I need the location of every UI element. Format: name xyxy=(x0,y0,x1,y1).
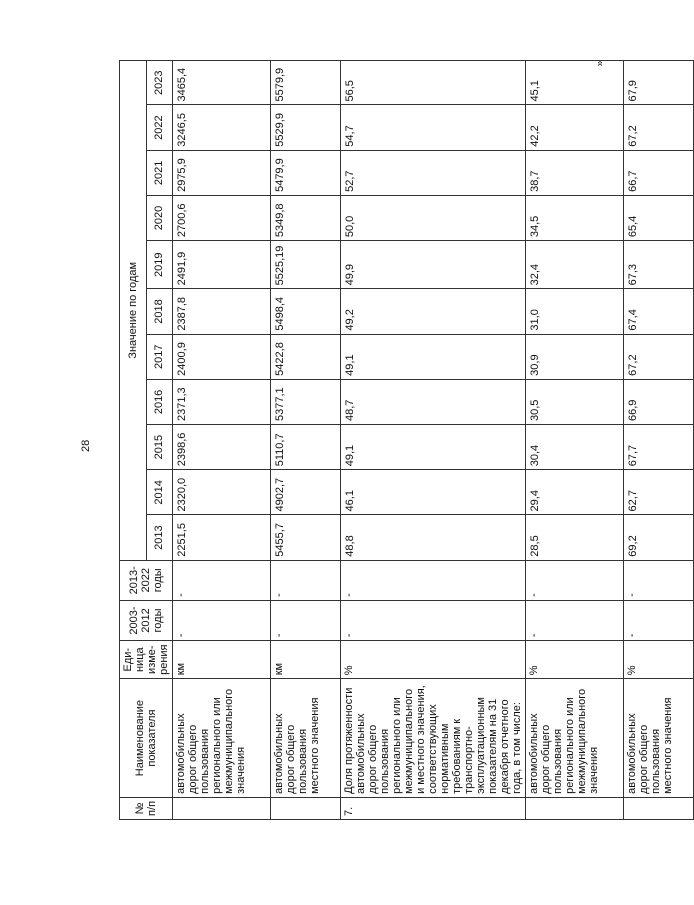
value-cell: 50,0 xyxy=(341,195,526,240)
value-cell: 42,2 xyxy=(526,105,624,150)
row-num xyxy=(526,797,624,819)
row-name: автомобильных дорог общего пользования местного значения xyxy=(624,679,694,798)
header-year-2017: 2017 xyxy=(146,334,173,379)
value-cell: 62,7 xyxy=(624,470,694,515)
value-cell: 3246,5 xyxy=(173,105,271,150)
row-num xyxy=(271,797,341,819)
value-cell: 5525,19 xyxy=(271,241,341,289)
indicators-table xyxy=(119,60,694,820)
header-unit: Еди-ница изме-рения xyxy=(120,641,173,679)
value-cell: 34,5 xyxy=(526,195,624,240)
row-period2: - xyxy=(624,560,694,600)
row-name: Доля протяженности автомобильных дорог общего пользования регионального или межмуниципального и местного значения, соответствующих нормативным требованиям к транспортно-эксплуатационным показателям на 31 декабря отчетного года, в том числе: xyxy=(341,679,526,798)
value-cell: 2400,9 xyxy=(173,334,271,379)
page-number: 28 xyxy=(80,439,92,452)
row-unit: % xyxy=(624,641,694,679)
value-cell: 52,7 xyxy=(341,150,526,195)
header-name: Наименование показателя xyxy=(120,679,173,798)
value-cell: 67,9 xyxy=(624,61,694,105)
header-year-2015: 2015 xyxy=(146,425,173,470)
table-row xyxy=(173,61,271,820)
header-row-1 xyxy=(120,61,147,820)
header-year-2018: 2018 xyxy=(146,289,173,334)
table-row xyxy=(624,61,694,820)
row-unit: км xyxy=(271,641,341,679)
header-year-2022: 2022 xyxy=(146,105,173,150)
value-cell: 5498,4 xyxy=(271,289,341,334)
value-cell: 4902,7 xyxy=(271,470,341,515)
value-cell: 5377,1 xyxy=(271,379,341,424)
value-cell: 3465,4 xyxy=(173,61,271,105)
value-cell: 46,1 xyxy=(341,470,526,515)
header-year-2020: 2020 xyxy=(146,195,173,240)
row-period1: - xyxy=(173,600,271,640)
row-period1: - xyxy=(624,600,694,640)
header-period-2003-2012: 2003-2012 годы xyxy=(120,600,173,640)
value-cell: 2251,5 xyxy=(173,515,271,560)
value-cell: 5479,9 xyxy=(271,150,341,195)
value-cell: 2371,3 xyxy=(173,379,271,424)
value-cell: 2700,6 xyxy=(173,195,271,240)
value-cell: 67,7 xyxy=(624,425,694,470)
header-year-2023: 2023 xyxy=(146,61,173,105)
value-cell: 54,7 xyxy=(341,105,526,150)
row-period2: - xyxy=(271,560,341,600)
value-cell: 2975,9 xyxy=(173,150,271,195)
value-cell: 28,5 xyxy=(526,515,624,560)
table-row xyxy=(341,61,526,820)
row-unit: % xyxy=(526,641,624,679)
value-cell: 49,9 xyxy=(341,241,526,289)
value-cell: 2491,9 xyxy=(173,241,271,289)
header-year-2014: 2014 xyxy=(146,470,173,515)
value-cell: 65,4 xyxy=(624,195,694,240)
value-cell: 49,1 xyxy=(341,334,526,379)
value-cell: 30,9 xyxy=(526,334,624,379)
value-cell: 49,2 xyxy=(341,289,526,334)
rotated-table-wrapper xyxy=(119,60,674,820)
value-cell: 2398,6 xyxy=(173,425,271,470)
header-period-2013-2022: 2013-2022 годы xyxy=(120,560,173,600)
value-cell: 5110,7 xyxy=(271,425,341,470)
value-cell: 48,7 xyxy=(341,379,526,424)
value-cell: 31,0 xyxy=(526,289,624,334)
value-cell: 2320,0 xyxy=(173,470,271,515)
table-row xyxy=(526,61,624,820)
value-cell: 5529,9 xyxy=(271,105,341,150)
value-cell: 5455,7 xyxy=(271,515,341,560)
value-cell: 2387,8 xyxy=(173,289,271,334)
value-cell: 67,2 xyxy=(624,334,694,379)
value-cell: 67,4 xyxy=(624,289,694,334)
row-num xyxy=(173,797,271,819)
header-year-2016: 2016 xyxy=(146,379,173,424)
row-period1: - xyxy=(271,600,341,640)
value-cell: 5579,9 xyxy=(271,61,341,105)
value-cell: 66,7 xyxy=(624,150,694,195)
value-cell: 32,4 xyxy=(526,241,624,289)
header-num: № п/п xyxy=(120,797,173,819)
value-cell: 49,1 xyxy=(341,425,526,470)
row-unit: % xyxy=(341,641,526,679)
value-cell: 67,3 xyxy=(624,241,694,289)
value-cell: 38,7 xyxy=(526,150,624,195)
row-period1: - xyxy=(341,600,526,640)
header-year-2021: 2021 xyxy=(146,150,173,195)
header-year-2013: 2013 xyxy=(146,515,173,560)
value-cell: 30,5 xyxy=(526,379,624,424)
row-unit: км xyxy=(173,641,271,679)
value-cell: 56,5 xyxy=(341,61,526,105)
row-period2: - xyxy=(526,560,624,600)
corner-mark: » xyxy=(594,60,606,67)
row-period2: - xyxy=(341,560,526,600)
row-name: автомобильных дорог общего пользования регионального или межмуниципального значения xyxy=(173,679,271,798)
row-name: автомобильных дорог общего пользования местного значения xyxy=(271,679,341,798)
value-cell: 45,1 xyxy=(526,61,624,105)
row-period2: - xyxy=(173,560,271,600)
value-cell: 69,2 xyxy=(624,515,694,560)
value-cell: 30,4 xyxy=(526,425,624,470)
row-period1: - xyxy=(526,600,624,640)
row-num xyxy=(624,797,694,819)
value-cell: 48,8 xyxy=(341,515,526,560)
value-cell: 5422,8 xyxy=(271,334,341,379)
value-cell: 67,2 xyxy=(624,105,694,150)
row-num: 7. xyxy=(341,797,526,819)
value-cell: 29,4 xyxy=(526,470,624,515)
row-name: автомобильных дорог общего пользования регионального или межмуниципального значения xyxy=(526,679,624,798)
header-year-2019: 2019 xyxy=(146,241,173,289)
table-body xyxy=(173,61,694,820)
header-years-group: Значение по годам xyxy=(120,61,147,561)
value-cell: 5349,8 xyxy=(271,195,341,240)
value-cell: 66,9 xyxy=(624,379,694,424)
table-row xyxy=(271,61,341,820)
